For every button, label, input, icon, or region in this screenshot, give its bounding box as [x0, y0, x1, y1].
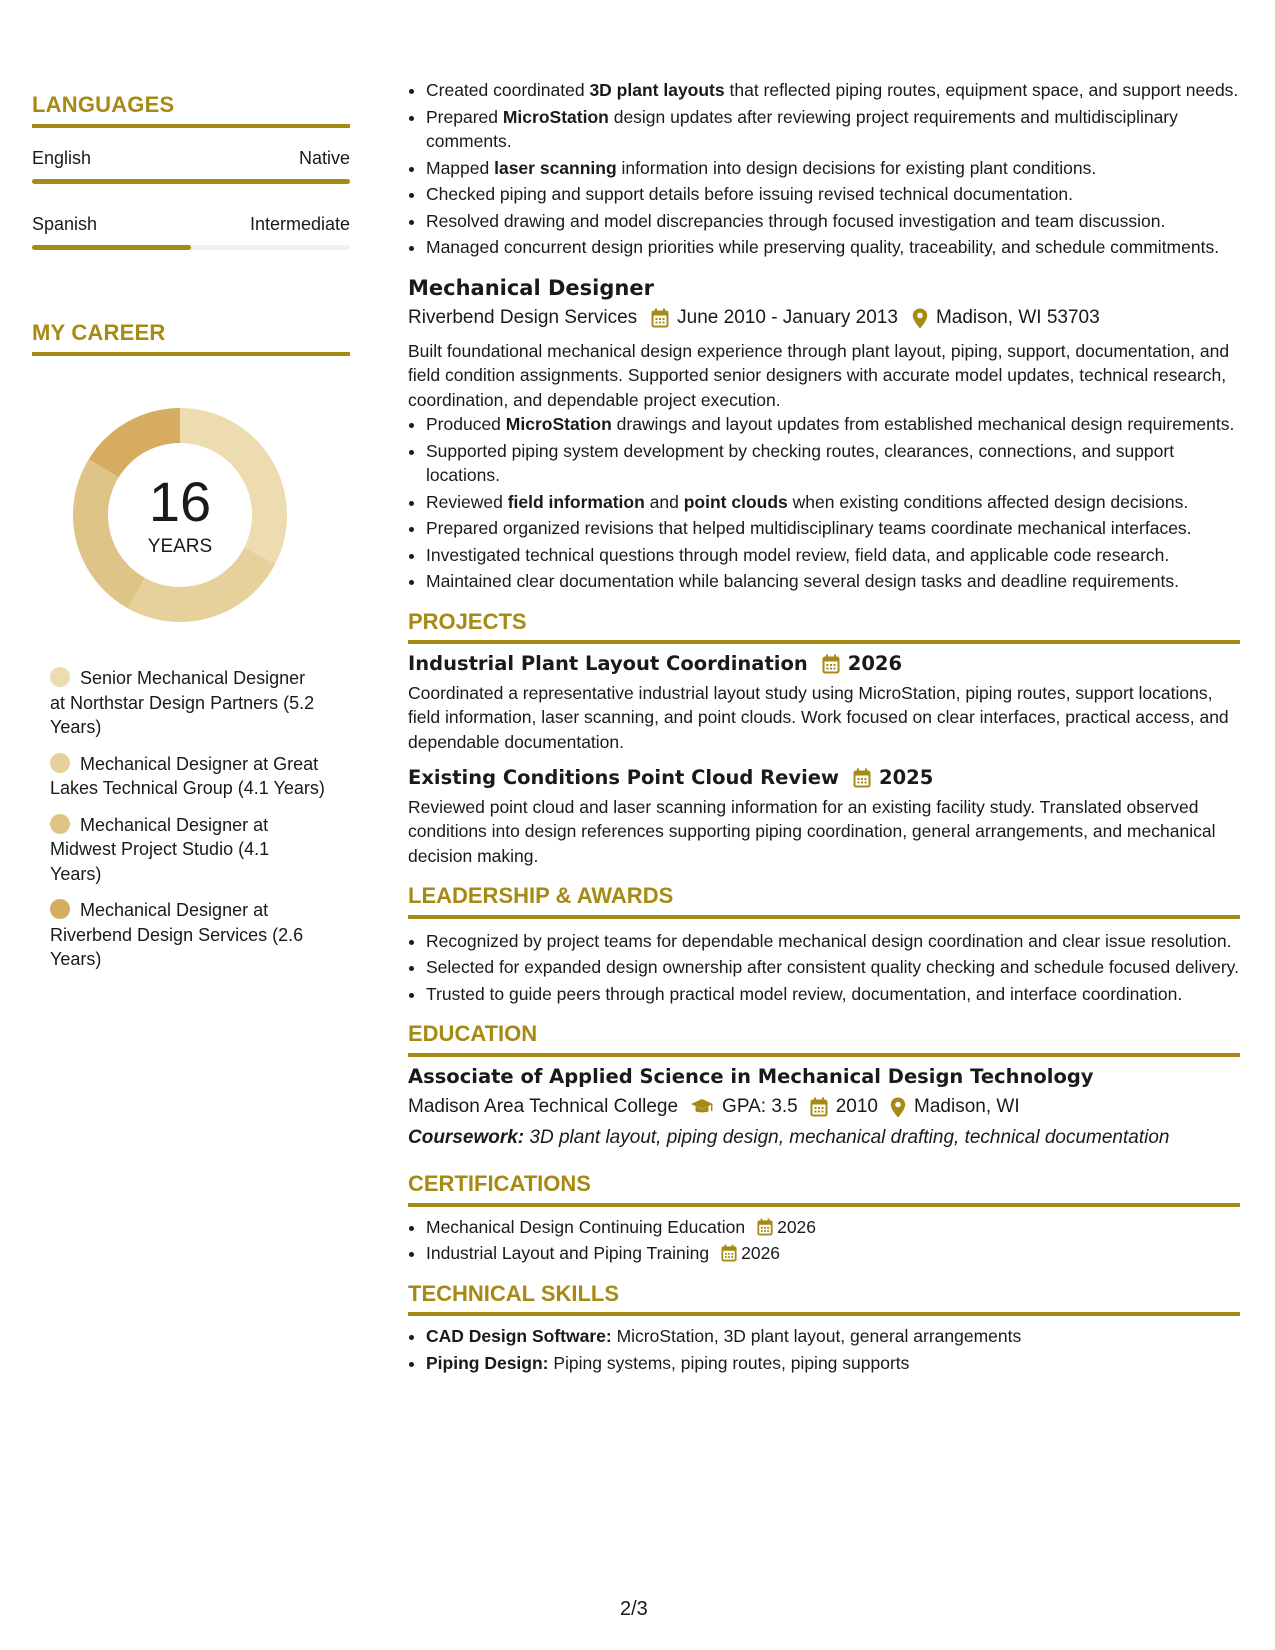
- skill-item: [426, 1351, 1240, 1376]
- bullet-text: when existing conditions affected design decisions.: [787, 491, 1189, 512]
- bullet-item: [426, 105, 1240, 154]
- page-number: 2/3: [620, 1598, 648, 1620]
- bullet-text: Reviewed: [426, 491, 508, 512]
- coursework-text: 3D plant layout, piping design, mechanical drafting, technical documentation: [524, 1126, 1170, 1148]
- job-dates: June 2010 - January 2013: [677, 307, 898, 328]
- bullet-text: Mapped: [426, 157, 495, 178]
- language-item-english: [32, 148, 350, 184]
- bullet-item: [426, 490, 1240, 515]
- bullet-text: Managed concurrent design priorities while preserving quality, traceability, and schedule commitments.: [426, 237, 1220, 257]
- skills-list: [408, 1324, 1240, 1375]
- legend-color-dot: [50, 753, 70, 773]
- certification-year: 2026: [741, 1243, 781, 1263]
- location-pin-icon: [912, 308, 928, 329]
- previous-job-bullets: [408, 78, 1240, 260]
- bullet-text: Maintained clear documentation while balancing several design tasks and deadline requirements.: [426, 571, 1179, 591]
- career-legend-item: [50, 752, 325, 801]
- skill-value: Piping systems, piping routes, piping supports: [548, 1352, 910, 1373]
- bullet-text: Checked piping and support details before issuing revised technical documentation.: [426, 184, 1073, 204]
- project-item: [408, 766, 1240, 868]
- bullet-text: Investigated technical questions through model review, field data, and applicable code research.: [426, 544, 1170, 565]
- project-name: Existing Conditions Point Cloud Review: [408, 766, 839, 789]
- right-column: [408, 78, 1240, 1377]
- education-school: Madison Area Technical College: [408, 1096, 679, 1117]
- bullet-item: [426, 412, 1240, 437]
- bullet-text: and: [644, 491, 684, 512]
- skill-item: [426, 1324, 1240, 1349]
- job-company: Riverbend Design Services: [408, 307, 638, 328]
- language-proficiency-bar: [32, 245, 350, 250]
- career-legend: [50, 666, 350, 972]
- projects-heading: PROJECTS: [408, 610, 1240, 645]
- calendar-icon: [810, 1097, 828, 1117]
- bullet-item: [426, 209, 1240, 234]
- skills-heading: TECHNICAL SKILLS: [408, 1282, 1240, 1317]
- certification-item: [426, 1241, 1240, 1266]
- coursework-label: Coursework:: [408, 1126, 525, 1148]
- project-name: Industrial Plant Layout Coordination: [408, 652, 808, 675]
- career-legend-label: Mechanical Designer at Midwest Project Studio (4.1 Years): [50, 814, 270, 884]
- language-name: English: [32, 148, 92, 168]
- certification-item: [426, 1215, 1240, 1240]
- calendar-icon: [651, 308, 669, 328]
- leadership-item: • Trusted to guide peers through practical model review, documentation, and interface coordination.: [426, 982, 1240, 1007]
- education-degree: Associate of Applied Science in Mechanical Design Technology: [408, 1064, 1094, 1088]
- leadership-item: • Selected for expanded design ownership after consistent quality checking and schedule focused delivery.: [426, 955, 1240, 980]
- job-location: Madison, WI 53703: [935, 307, 1100, 328]
- bullet-text: that reflected piping routes, equipment space, and support needs.: [724, 80, 1239, 100]
- legend-color-dot: [50, 814, 70, 834]
- bold-keyword: 3D plant layouts: [589, 80, 725, 100]
- left-column: [32, 92, 350, 984]
- bullet-text: design updates after reviewing project requirements and multidisciplinary comments.: [426, 106, 1178, 151]
- legend-color-dot: [50, 667, 70, 687]
- bullet-item: [426, 439, 1240, 488]
- certification-name: • Mechanical Design Continuing Education: [426, 1216, 746, 1237]
- career-heading: MY CAREER: [32, 320, 350, 356]
- career-donut-chart: [65, 400, 295, 630]
- bullet-text: Supported piping system development by checking routes, clearances, connections, and support locations.: [426, 440, 1175, 485]
- bullet-item: [426, 182, 1240, 207]
- calendar-icon: [822, 654, 840, 674]
- certification-name: • Industrial Layout and Piping Training: [426, 1243, 710, 1263]
- bullet-item: [426, 516, 1240, 541]
- bullet-text: Created coordinated: [426, 80, 590, 100]
- bullet-text: Prepared: [426, 106, 503, 127]
- education-gpa: GPA: 3.5: [722, 1096, 798, 1117]
- legend-color-dot: [50, 899, 70, 919]
- skill-value: MicroStation, 3D plant layout, general arrangements: [611, 1326, 1022, 1346]
- certifications-heading: CERTIFICATIONS: [408, 1172, 1240, 1207]
- bold-keyword: field information: [507, 491, 645, 512]
- languages-heading: LANGUAGES: [32, 92, 350, 128]
- project-year: 2026: [847, 652, 903, 675]
- bullet-text: Produced: [426, 414, 506, 434]
- language-name: Spanish: [32, 214, 98, 234]
- language-level: Native: [298, 148, 350, 168]
- calendar-icon: [853, 768, 871, 788]
- education-heading: EDUCATION: [408, 1022, 1240, 1057]
- career-legend-item: [50, 813, 325, 887]
- project-item: [408, 652, 1240, 754]
- bullet-text: Prepared organized revisions that helped multidisciplinary teams coordinate mechanical interfaces.: [426, 518, 1192, 538]
- bold-keyword: point clouds: [683, 491, 788, 512]
- project-description: Coordinated a representative industrial layout study using MicroStation, piping routes, support locations, field information, laser scanning, and point clouds. Work focused on clear interfaces, practical access, and dependable documentation.: [408, 682, 1229, 752]
- bullet-text: information into design decisions for existing plant conditions.: [616, 157, 1097, 178]
- leadership-heading: LEADERSHIP & AWARDS: [408, 884, 1240, 919]
- bold-keyword: MicroStation: [502, 106, 609, 127]
- education-location: Madison, WI: [914, 1096, 1020, 1117]
- language-proficiency-fill: [32, 179, 350, 184]
- calendar-icon: [757, 1218, 773, 1236]
- job-bullets: [408, 412, 1240, 594]
- project-description: Reviewed point cloud and laser scanning information for an existing facility study. Translated observed conditions into design references supporting piping coordination, general arrangements, and mechanical decision making.: [408, 796, 1216, 866]
- graduation-cap-icon: [690, 1098, 714, 1116]
- leadership-bullets: [408, 929, 1240, 1007]
- education-coursework: [408, 1126, 1240, 1151]
- bullet-item: [426, 569, 1240, 594]
- bullet-item: [426, 78, 1240, 103]
- bullet-text: Resolved drawing and model discrepancies through focused investigation and team discussion.: [426, 210, 1166, 231]
- career-total-unit: YEARS: [147, 536, 213, 557]
- location-pin-icon: [890, 1097, 906, 1118]
- skill-label: CAD Design Software:: [426, 1326, 612, 1346]
- certification-year: 2026: [777, 1216, 817, 1237]
- calendar-icon: [721, 1244, 737, 1262]
- career-total-years: 16: [148, 470, 212, 533]
- job-meta: [408, 306, 1240, 331]
- language-proficiency-fill: [32, 245, 191, 250]
- bullet-item: [426, 235, 1240, 260]
- career-legend-item: [50, 898, 325, 972]
- career-legend-item: [50, 666, 325, 740]
- language-item-spanish: [32, 214, 350, 250]
- job-title: Mechanical Designer: [408, 275, 654, 300]
- skill-label: Piping Design:: [426, 1352, 549, 1373]
- education-year: 2010: [835, 1096, 879, 1117]
- career-legend-label: Mechanical Designer at Riverbend Design Services (2.6 Years): [50, 900, 304, 969]
- language-level: Intermediate: [249, 214, 350, 234]
- certifications-list: [408, 1215, 1240, 1266]
- career-legend-label: Mechanical Designer at Great Lakes Technical Group (4.1 Years): [50, 753, 325, 798]
- education-meta: [408, 1095, 1240, 1120]
- bold-keyword: laser scanning: [494, 157, 617, 178]
- job-summary: Built foundational mechanical design experience through plant layout, piping, support, documentation, and field condition assignments. Supported senior designers with accurate model updates, technical research, coordination, and dependable project execution.: [408, 340, 1230, 410]
- leadership-item: • Recognized by project teams for dependable mechanical design coordination and clear issue resolution.: [426, 929, 1240, 954]
- bullet-text: drawings and layout updates from established mechanical design requirements.: [611, 414, 1235, 434]
- project-year: 2025: [879, 766, 934, 789]
- language-proficiency-bar: [32, 179, 350, 184]
- bold-keyword: MicroStation: [505, 414, 612, 434]
- bullet-item: [426, 156, 1240, 181]
- bullet-item: [426, 543, 1240, 568]
- career-legend-label: Senior Mechanical Designer at Northstar Design Partners (5.2 Years): [50, 668, 315, 737]
